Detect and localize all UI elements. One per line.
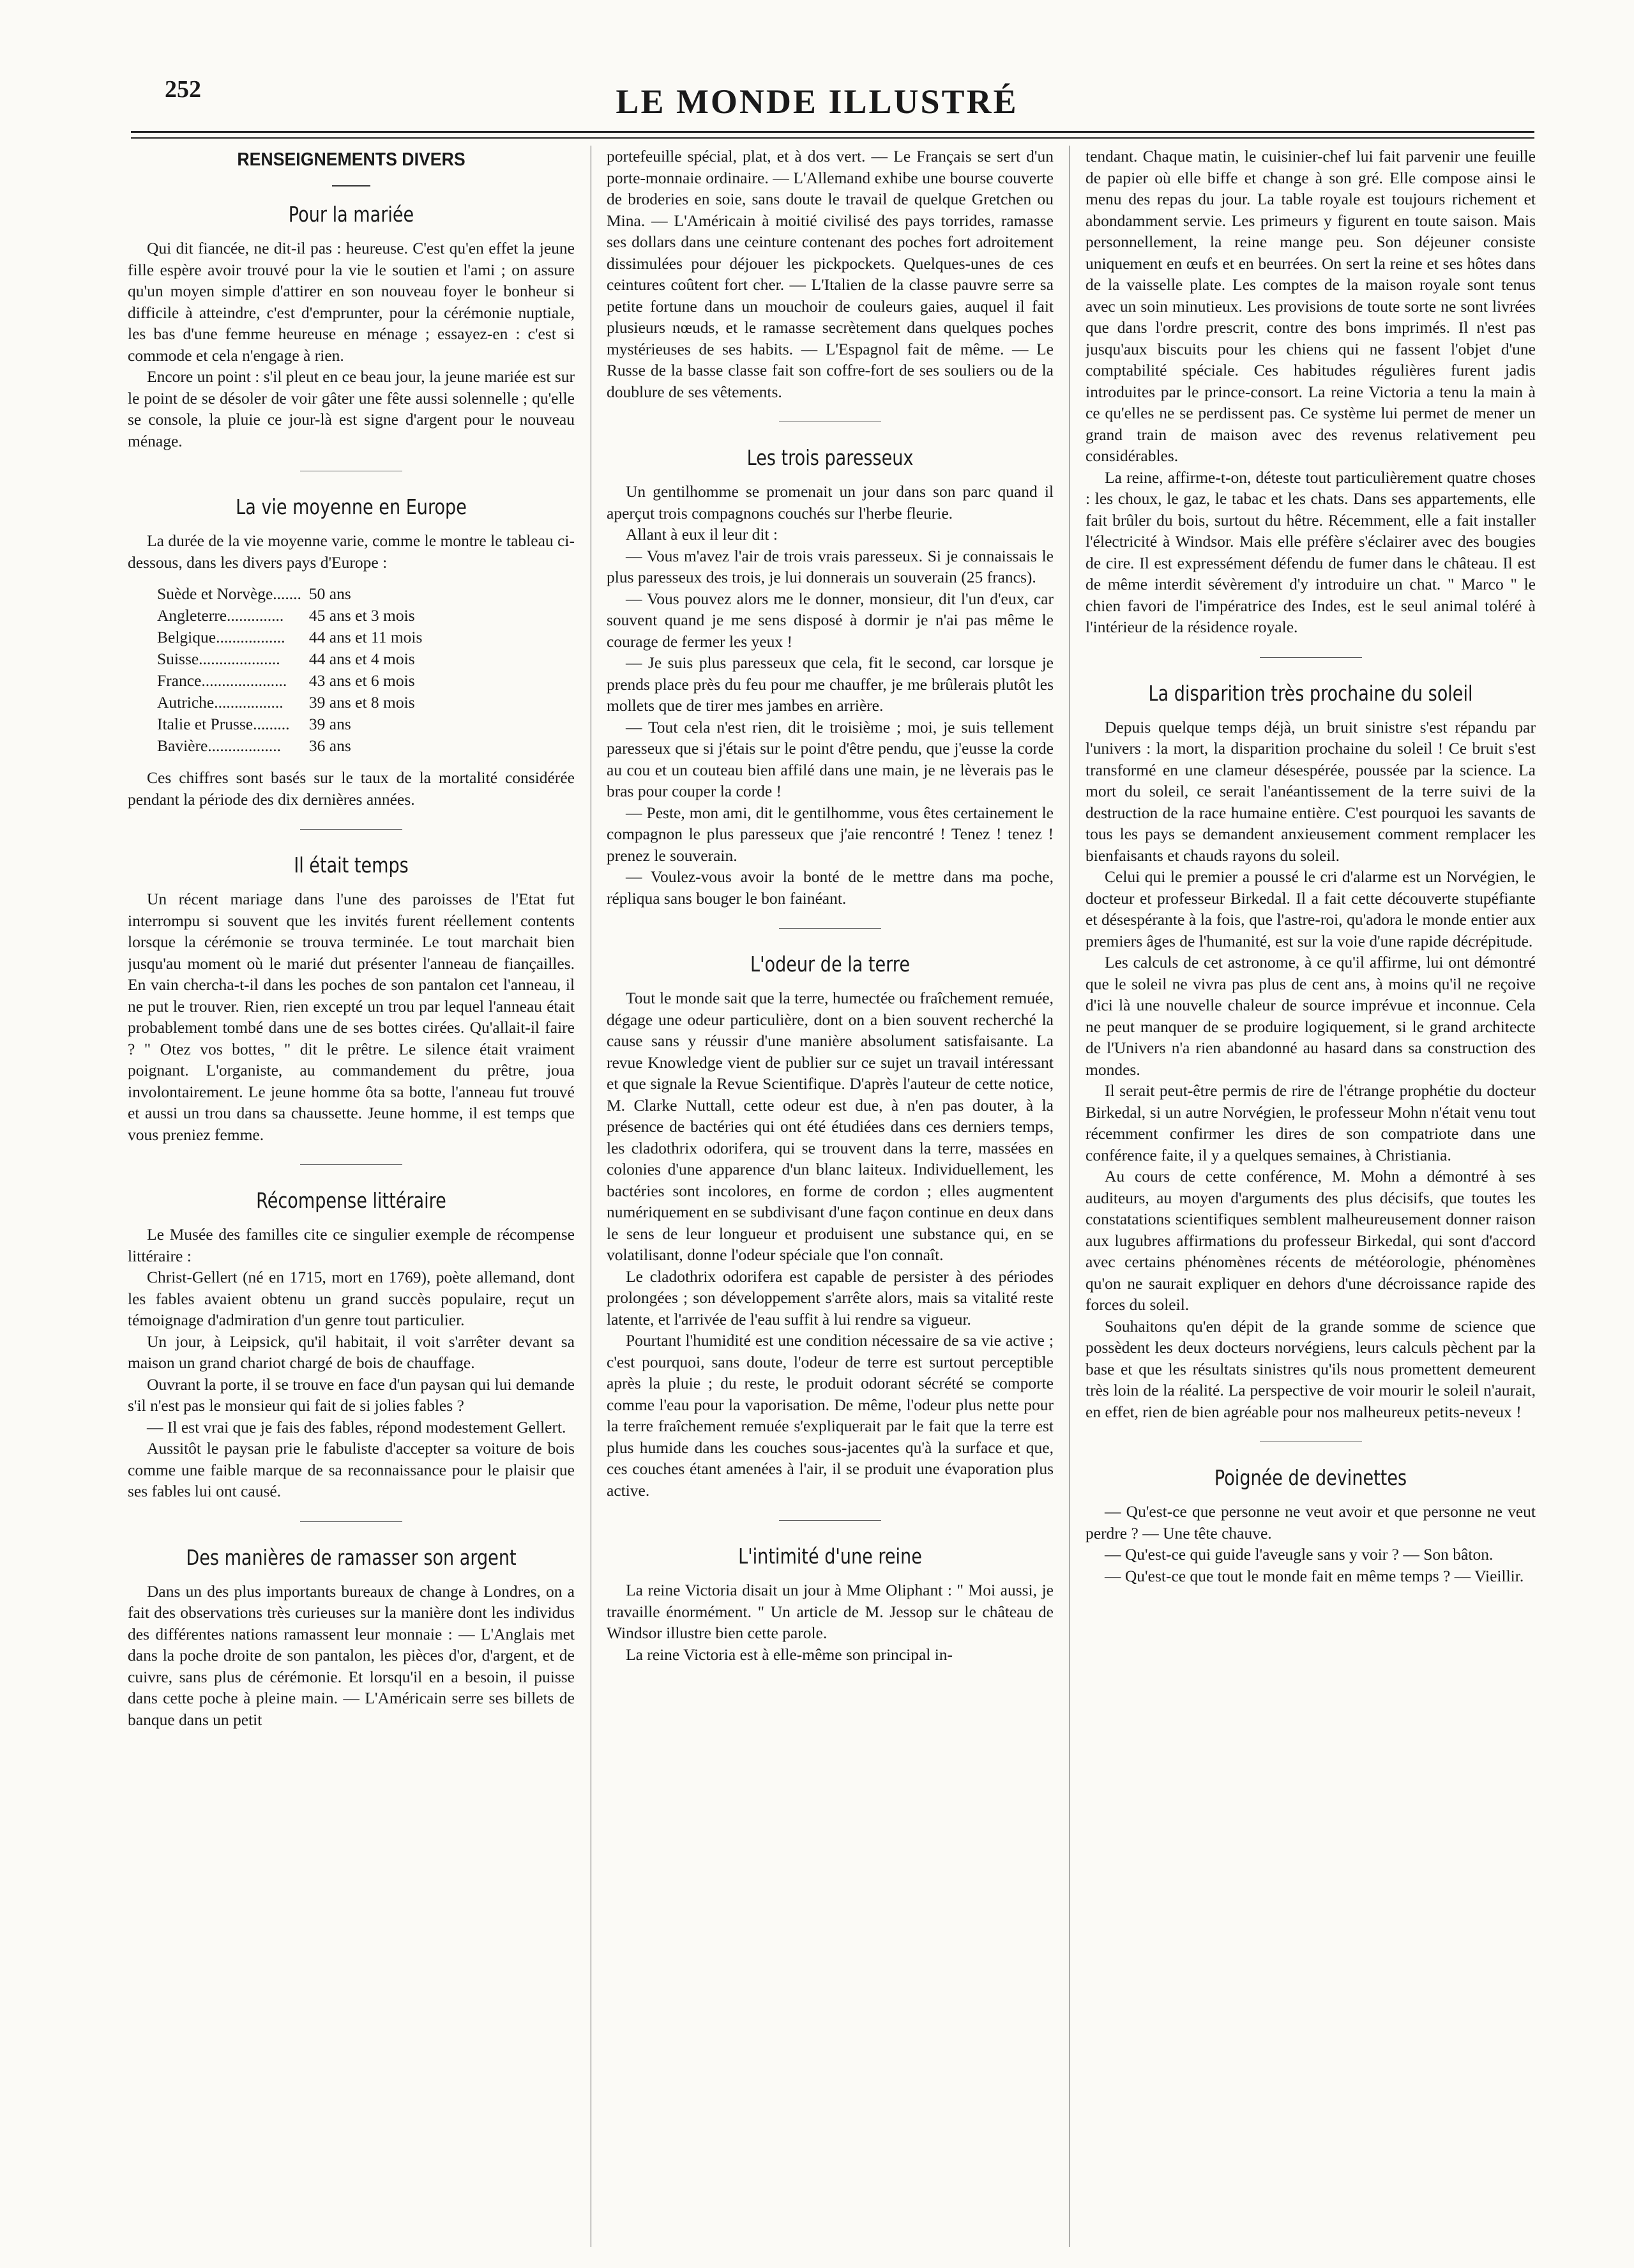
separator (300, 1164, 402, 1165)
paragraph: Depuis quelque temps déjà, un bruit sinistre s'est répandu par l'univers : la mort, la disparition prochaine du soleil ! Ce bruit s'est transformé en une clameur désespérée, poussée par la science. La mort du soleil, ce serait l'anéantissement de la terre suivi de la destruction de la race humaine entière. C'est pourquoi les savants de tous les pays se demandent anxieusement comment remplacer les bienfaisants et chauds rayons du soleil. (1086, 717, 1536, 865)
paragraph: Un jour, à Leipsick, qu'il habitait, il voit s'arrêter devant sa maison un grand chariot chargé de bois de chauffage. (128, 1332, 575, 1372)
article-title: Des manières de ramasser son argent (186, 1544, 517, 1570)
paragraph: — Qu'est-ce qui guide l'aveugle sans y voir ? — Son bâton. (1105, 1545, 1494, 1564)
table-cell: Suède et Norvège....... (157, 584, 301, 603)
table-row (153, 692, 426, 713)
paragraph: — Je suis plus paresseux que cela, fit le second, car lorsque je prends place près du feu pour me chauffer, je me brûlerais plutôt les mollets que de tirer mes jambes en arrière. (607, 653, 1054, 715)
paragraph: Celui qui le premier a poussé le cri d'alarme est un Norvégien, le docteur et professeur Birkedal. Il a fait cette découverte stupéfiante et désespérante à la fois, que l'astre-roi, qu'adora le monde entier aux premiers âges de l'humanité, est sur la voie d'une rapide décrépitude. (1086, 867, 1536, 950)
table-cell: Suisse.................... (157, 650, 280, 668)
paragraph: Le cladothrix odorifera est capable de persister à des périodes prolongées ; son développement s'arrête alors, mais sa vitalité reste latente, et l'arrivée de l'eau suffit à lui rendre sa vigueur. (607, 1267, 1054, 1328)
table-row (153, 670, 426, 692)
article-title: Poignée de devinettes (1214, 1465, 1407, 1490)
article-title: Pour la mariée (288, 202, 414, 227)
article-title: La vie moyenne en Europe (236, 494, 467, 519)
paragraph: Dans un des plus importants bureaux de change à Londres, on a fait des observations très curieuses sur la manière dont les individus des différentes nations ramassent leur monnaie : — L'Anglais met dans la poche droite de son pantalon, les pièces d'or, d'argent, et de cuivre, sans plus de cérémonie. Et lorsqu'il en a besoin, il puisse dans cette poche à pleine main. — L'Américain serre ses billets de banque dans un petit (128, 1581, 575, 1729)
paragraph: — Vous pouvez alors me le donner, monsieur, dit l'un d'eux, car souvent quand je me sens disposé à dormir je n'ai pas même le courage de fermer les yeux ! (607, 589, 1054, 651)
masthead-title: LE MONDE ILLUSTRÉ (616, 82, 1018, 121)
paragraph: Au cours de cette conférence, M. Mohn a démontré à ses auditeurs, au moyen d'arguments des plus décisifs, que toutes les constatations scientifiques semblent malheureusement donner raison aux lugubres affirmations du professeur Birkedal, qui sont d'accord avec certains phénomènes récents de météorologie, phénomènes qu'on ne saurait expliquer en dehors d'une décroissance rapide des forces du soleil. (1086, 1167, 1536, 1314)
table-cell: 43 ans et 6 mois (308, 671, 415, 690)
paragraph: Un récent mariage dans l'une des paroisses de l'Etat fut interrompu si souvent que les invités furent réellement contents lorsque la cérémonie se trouva terminée. Le tout marchait bien jusqu'au moment où le marié dut présenter l'anneau de fiançailles. En vain chercha-t-il dans les poches de son pantalon cet l'anneau, il ne put le trouver. Rien, rien excepté un trou par lequel l'anneau était probablement tombé dans une de ses bottes cirées. Qu'allait-il faire ? " Otez vos bottes, " dit le prêtre. Le silence était vraiment poignant. L'organiste, au commandement du prêtre, joua involontairement. Le jeune homme ôta sa botte, l'anneau fut trouvé et aussi un trou dans sa chaussette. Jeune homme, il est temps que vous preniez femme. (128, 890, 575, 1144)
table-cell: Angleterre.............. (157, 606, 284, 625)
paragraph: Ces chiffres sont basés sur le taux de la mortalité considérée pendant la période des dix dernières années. (128, 768, 575, 809)
separator (300, 1521, 402, 1522)
life-expectancy-table (153, 583, 426, 757)
table-row (153, 713, 426, 735)
paragraph: Encore un point : s'il pleut en ce beau jour, la jeune mariée est sur le point de se désoler de voir gâter une fête aussi solennelle ; qu'elle se console, la pluie ce jour-là est signe d'argent pour le nouveau ménage. (128, 367, 575, 450)
masthead-rule-bottom (131, 137, 1534, 139)
paragraph: Le Musée des familles cite ce singulier exemple de récompense littéraire : (128, 1225, 575, 1265)
separator (779, 1520, 881, 1521)
table-cell: 44 ans et 4 mois (308, 650, 415, 668)
paragraph: Qui dit fiancée, ne dit-il pas : heureuse. C'est qu'en effet la jeune fille espère avoir trouvé pour la vie le soutien et l'ami ; on assure qu'un moyen simple d'attirer en son nouveau foyer le bonheur si difficile à atteindre, c'est d'emprunter, pour la cérémonie nuptiale, les bas d'une femme heureuse en ménage ; essayez-en : c'est si commode et cela n'engage à rien. (128, 239, 575, 365)
separator (1260, 657, 1362, 658)
paragraph: Ouvrant la porte, il se trouve en face d'un paysan qui lui demande s'il n'est pas le monsieur qui fait de si jolies fables ? (128, 1374, 575, 1415)
article-title: Il était temps (294, 853, 409, 878)
paragraph: Il serait peut-être permis de rire de l'étrange prophétie du docteur Birkedal, si un autre Norvégien, le professeur Mohn n'était venu tout récemment confirmer les dires de son compatriote dans une conférence faite, il y a quelques semaines, à Christiania. (1086, 1081, 1536, 1164)
paragraph: La durée de la vie moyenne varie, comme le montre le tableau ci-dessous, dans les divers pays d'Europe : (128, 531, 575, 572)
article-title: La disparition très prochaine du soleil (1148, 680, 1473, 706)
column-2 (607, 146, 1054, 2247)
paragraph: Un gentilhomme se promenait un jour dans son parc quand il aperçut trois compagnons couchés sur l'herbe fleurie. (607, 482, 1054, 522)
table-row (153, 583, 426, 605)
table-cell: 39 ans et 8 mois (308, 693, 415, 712)
paragraph: — Voulez-vous avoir la bonté de le mettre dans ma poche, répliqua sans bouger le bon fainéant. (607, 867, 1054, 908)
article-title: Récompense littéraire (256, 1188, 446, 1213)
table-cell: Italie et Prusse......... (157, 715, 290, 733)
table-cell: Bavière.................. (157, 736, 282, 755)
paragraph: Aussitôt le paysan prie le fabuliste d'accepter sa voiture de bois comme une faible marque de sa reconnaissance pour le plaisir que ses fables lui ont causé. (128, 1439, 575, 1500)
paragraph: Christ-Gellert (né en 1715, mort en 1769), poète allemand, dont les fables avaient obtenu un grand succès populaire, reçut un témoignage d'admiration d'un genre tout particulier. (128, 1268, 575, 1329)
table-row (153, 605, 426, 627)
separator (332, 185, 370, 186)
article-title: L'intimité d'une reine (738, 1544, 922, 1569)
table-cell: 44 ans et 11 mois (308, 628, 423, 646)
table-cell: Belgique................. (157, 628, 285, 646)
table-cell: Autriche................. (157, 693, 284, 712)
section-title: RENSEIGNEMENTS DIVERS (237, 149, 465, 170)
paragraph: Souhaitons qu'en dépit de la grande somme de science que possèdent les deux docteurs norvégiens, leurs calculs pèchent par la base et que les résultats sinistres qu'ils nous promettent demeurent très loin de la réalité. La perspective de voir mourir le soleil n'aurait, en effet, rien de bien agréable pour nos malheureux petits-neveux ! (1086, 1316, 1536, 1421)
paragraph: Allant à eux il leur dit : (626, 525, 778, 544)
table-cell: 36 ans (308, 736, 351, 755)
masthead-rule-top (131, 131, 1534, 133)
column-3 (1086, 146, 1536, 2247)
table-cell: 50 ans (308, 584, 351, 603)
column-1 (128, 146, 575, 2247)
table-row (153, 648, 426, 670)
paragraph: — Qu'est-ce que tout le monde fait en même temps ? — Vieillir. (1105, 1566, 1524, 1585)
article-title: L'odeur de la terre (750, 952, 910, 977)
paragraph: — Vous m'avez l'air de trois vrais paresseux. Si je connaissais le plus paresseux des trois, je lui donnerais un souverain (25 francs). (607, 546, 1054, 586)
table-cell: France..................... (157, 671, 287, 690)
paragraph: Pourtant l'humidité est une condition nécessaire de sa vie active ; c'est pourquoi, sans doute, l'odeur de terre est surtout perceptible après la pluie ; du reste, le produit odorant sécrété se comporte comme l'eau pour la vaporisation. De même, l'odeur plus nette pour la terre fraîchement remuée s'expliquerait par le fait que la terre est plus humide dans les couches sous-jacentes qu'à la surface et que, ces couches étant amenées à l'air, il se produit une évaporation plus active. (607, 1331, 1054, 1500)
paragraph: — Qu'est-ce que personne ne veut avoir et que personne ne veut perdre ? — Une tête chauve. (1086, 1502, 1536, 1542)
paragraph: Tout le monde sait que la terre, humectée ou fraîchement remuée, dégage une odeur particulière, dont on a bien souvent recherché la cause sans y réussir d'une manière absolument satisfaisante. La revue Knowledge vient de publier sur ce sujet un travail intéressant et que signale la Revue Scientifique. D'après l'auteur de cette notice, M. Clarke Nuttall, cette odeur est due, à n'en pas douter, à la présence de bactéries qui ont été étudiées dans ces derniers temps, les cladothrix odorifera, qui se trouvent dans la terre, massées en colonies d'une apparence d'un blanc laiteux. Individuellement, les bactéries sont incolores, en forme de cordon ; elles augmentent numériquement en se subdivisant d'une façon continue en deux dans le sens de leur longueur et produisent une substance qui, en se volatilisant, donne l'odeur spéciale que l'on connaît. (607, 989, 1054, 1264)
paragraph: — Peste, mon ami, dit le gentilhomme, vous êtes certainement le compagnon le plus paresseux que j'aie rencontré ! Tenez ! tenez ! prenez le souverain. (607, 803, 1054, 865)
table-row (153, 735, 426, 757)
page-number: 252 (165, 76, 201, 103)
paragraph: portefeuille spécial, plat, et à dos vert. — Le Français se sert d'un porte-monnaie ordinaire. — L'Allemand exhibe une bourse couverte de broderies en soie, sans doute le travail de quelque Gretchen ou Mina. — L'Américain à moitié civilisé des pays torrides, ramasse ses dollars dans une ceinture contenant des poches fort adroitement dissimulées pour déjouer les pickpockets. Quelques-unes de ces ceintures coûtent fort cher. — L'Italien de la classe pauvre serre sa petite fortune dans un mouchoir de couleurs gaies, auquel il fait plusieurs nœuds, et le ramasse secrètement dans quelques poches mystérieuses de ses habits. — L'Espagnol fait de même. — Le Russe de la basse classe fait son coffre-fort de ses souliers ou de la doublure de ses vêtements. (607, 147, 1054, 401)
table-row (153, 627, 426, 648)
separator (300, 829, 402, 830)
table-cell: 45 ans et 3 mois (308, 606, 415, 625)
article-title: Les trois paresseux (746, 445, 914, 470)
separator (779, 928, 881, 929)
paragraph: La reine Victoria disait un jour à Mme Oliphant : " Moi aussi, je travaille énormément. " Un article de M. Jessop sur le château de Windsor illustre bien cette parole. (607, 1581, 1054, 1642)
paragraph: La reine, affirme-t-on, déteste tout particulièrement quatre choses : les choux, le gaz, le tabac et les chats. Dans ses appartements, elle fait brûler du bois, surtout du hêtre. Récemment, elle a fait installer l'électricité à Windsor. Mais elle préfère s'éclairer avec des bougies de cire. Il est expressément défendu de fumer dans le château. Il est de même interdit sévèrement d'y introduire un chat. " Marco " le chien favori de l'impératrice des Indes, est le seul animal toléré à l'intérieur de la résidence royale. (1086, 468, 1536, 636)
paragraph: La reine Victoria est à elle-même son principal in- (626, 1645, 953, 1664)
paragraph: tendant. Chaque matin, le cuisinier-chef lui fait parvenir une feuille de papier où elle biffe et change à son gré. Elle compose ainsi le menu des repas du jour. La table royale est toujours richement et abondamment servie. Les primeurs y figurent en toute saison. Mais personnellement, la reine mange peu. Son déjeuner consiste uniquement en œufs et en beurrées. On sert la reine et ses hôtes dans de la vaisselle plate. Les comptes de la maison royale sont tenus avec un soin minutieux. Les provisions de toute sorte ne sont livrées que dans l'ordre prescrit, contre des bons imprimés. Il n'est pas jusqu'aux biscuits pour les chiens qui ne fassent l'objet d'une comptabilité spéciale. Ces habitudes régulières furent jadis introduites par le prince-consort. La reine Victoria a tenu la main à ce qu'elles ne se perdissent pas. Ce système lui permet de mener un grand train de maison avec des revenus relativement peu considérables. (1086, 147, 1536, 465)
paragraph: — Il est vrai que je fais des fables, répond modestement Gellert. (147, 1417, 566, 1436)
table-cell: 39 ans (308, 715, 351, 733)
paragraph: — Tout cela n'est rien, dit le troisième ; moi, je suis tellement paresseux que si j'étais sur le point d'être pendu, que j'eusse la corde au cou et un couteau bien affilé dans une main, je ne lèverais pas le bras pour couper la corde ! (607, 717, 1054, 800)
paragraph: Les calculs de cet astronome, à ce qu'il affirme, lui ont démontré que le soleil ne vivra pas plus de cent ans, à moins qu'il ne reçoive d'ici là une nouvelle chaleur de source imprévue et inconnue. Cela ne peut manquer de se produire logiquement, si le grand architecte de l'Univers n'a rien abandonné au hasard dans sa construction des mondes. (1086, 953, 1536, 1079)
